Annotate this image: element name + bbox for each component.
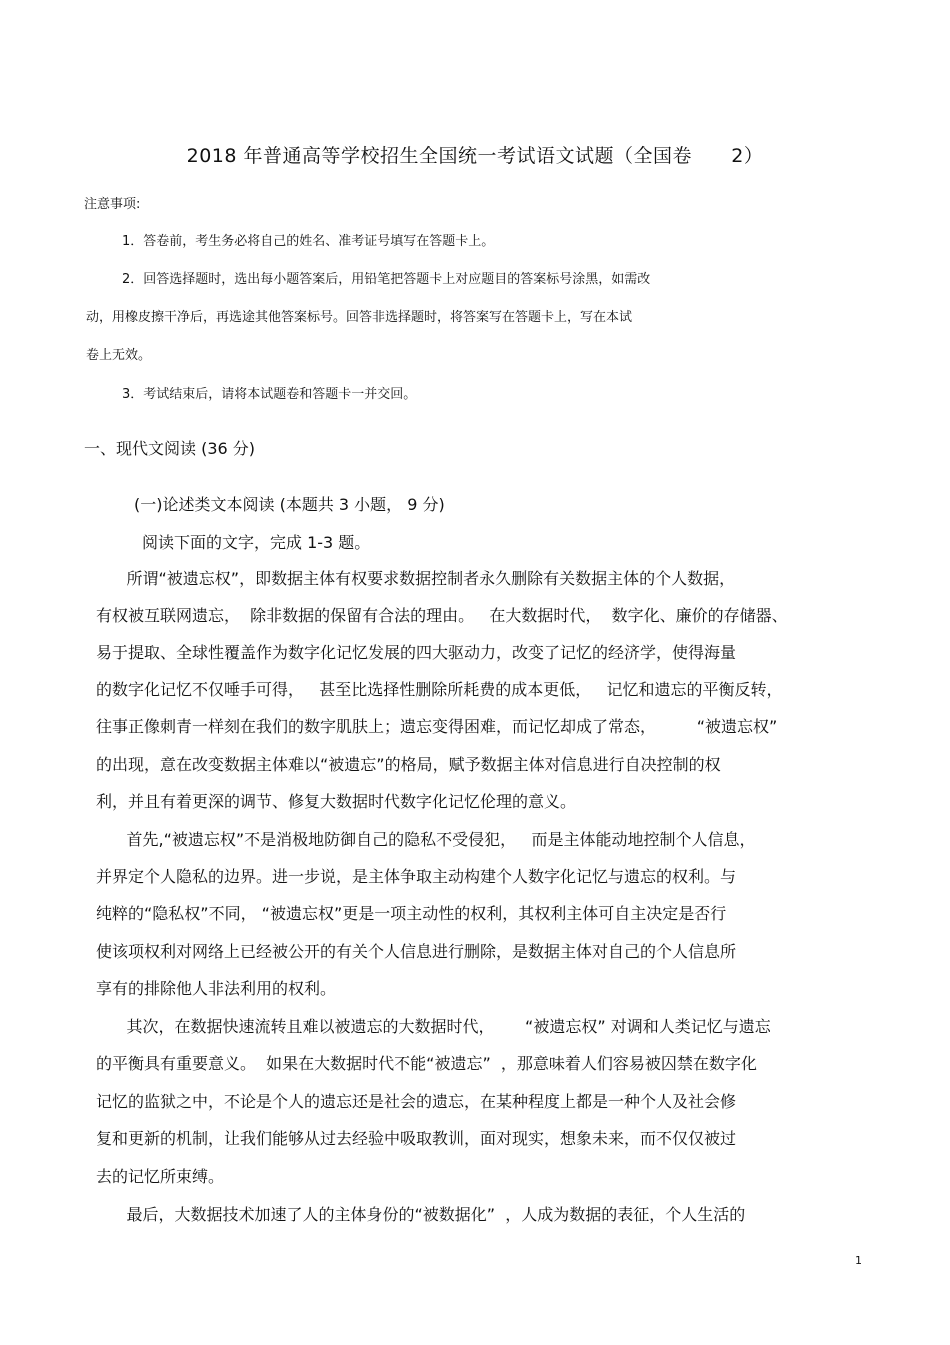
body-line: 最后，大数据技术加速了人的主体身份的“被数据化” ，人成为数据的表征，个人生活的 — [96, 1205, 746, 1224]
body-line: 并界定个人隐私的边界。进一步说，是主体争取主动构建个人数字化记忆与遗忘的权利。与 — [96, 867, 737, 886]
body-line: 去的记忆所束缚。 — [96, 1167, 225, 1186]
body-line: 利，并且有着更深的调节、修复大数据时代数字化记忆伦理的意义。 — [96, 792, 577, 811]
body-line: 记忆的监狱之中，不论是个人的遗忘还是社会的遗忘，在某种程度上都是一种个人及社会修 — [96, 1092, 737, 1111]
body-line: 享有的排除他人非法利用的权利。 — [96, 979, 337, 998]
body-line: 易于提取、全球性覆盖作为数字化记忆发展的四大驱动力，改变了记忆的经济学，使得海量 — [96, 643, 737, 662]
body-line: 往事正像刺青一样刻在我们的数字肌肤上；遗忘变得困难，而记忆却成了常态， “被遗忘权” — [96, 717, 778, 736]
body-line: 的平衡具有重要意义。 如果在大数据时代不能“被遗忘” ，那意味着人们容易被囚禁在数字化 — [96, 1054, 757, 1073]
note-line: 动，用橡皮擦干净后，再选途其他答案标号。回答非选择题时，将答案写在答题卡上，写在本试 — [86, 310, 633, 325]
notes-heading: 注意事项: — [84, 197, 141, 212]
body-line: 有权被互联网遗忘， 除非数据的保留有合法的理由。 在大数据时代， 数字化、廉价的存储器、 — [96, 606, 788, 625]
body-line: 的数字化记忆不仅唾手可得， 甚至比选择性删除所耗费的成本更低， 记忆和遗忘的平衡反转， — [96, 680, 783, 699]
note-line: 3．考试结束后，请将本试题卷和答题卡一并交回。 — [122, 387, 417, 402]
reading-instruction: 阅读下面的文字，完成 1-3 题。 — [142, 533, 371, 552]
note-line: 2．回答选择题时，选出每小题答案后，用铅笔把答题卡上对应题目的答案标号涂黑，如需改 — [122, 272, 651, 287]
note-line: 1．答卷前，考生务必将自己的姓名、准考证号填写在答题卡上。 — [122, 234, 495, 249]
body-line: 的出现，意在改变数据主体难以“被遗忘”的格局，赋予数据主体对信息进行自决控制的权 — [96, 755, 721, 774]
document-title: 2018 年普通高等学校招生全国统一考试语文试题（全国卷 2） — [186, 145, 764, 167]
body-line: 复和更新的机制，让我们能够从过去经验中吸取教训，面对现实，想象未来，而不仅仅被过 — [96, 1129, 737, 1148]
note-line: 卷上无效。 — [86, 348, 152, 363]
body-line: 纯粹的“隐私权”不同， “被遗忘权”更是一项主动性的权利，其权利主体可自主决定是否行 — [96, 904, 727, 923]
page-number: 1 — [855, 1254, 862, 1267]
body-line: 首先,“被遗忘权”不是消极地防御自己的隐私不受侵犯， 而是主体能动地控制个人信息， — [96, 830, 756, 849]
body-line: 其次，在数据快速流转且难以被遗忘的大数据时代， “被遗忘权” 对调和人类记忆与遗忘 — [96, 1017, 771, 1036]
subsection-heading: (一)论述类文本阅读 (本题共 3 小题， 9 分) — [134, 495, 445, 514]
section-heading: 一、现代文阅读 (36 分) — [84, 439, 256, 458]
body-line: 使该项权利对网络上已经被公开的有关个人信息进行删除，是数据主体对自己的个人信息所 — [96, 942, 737, 961]
body-line: 所谓“被遗忘权”，即数据主体有权要求数据控制者永久删除有关数据主体的个人数据， — [96, 569, 736, 588]
